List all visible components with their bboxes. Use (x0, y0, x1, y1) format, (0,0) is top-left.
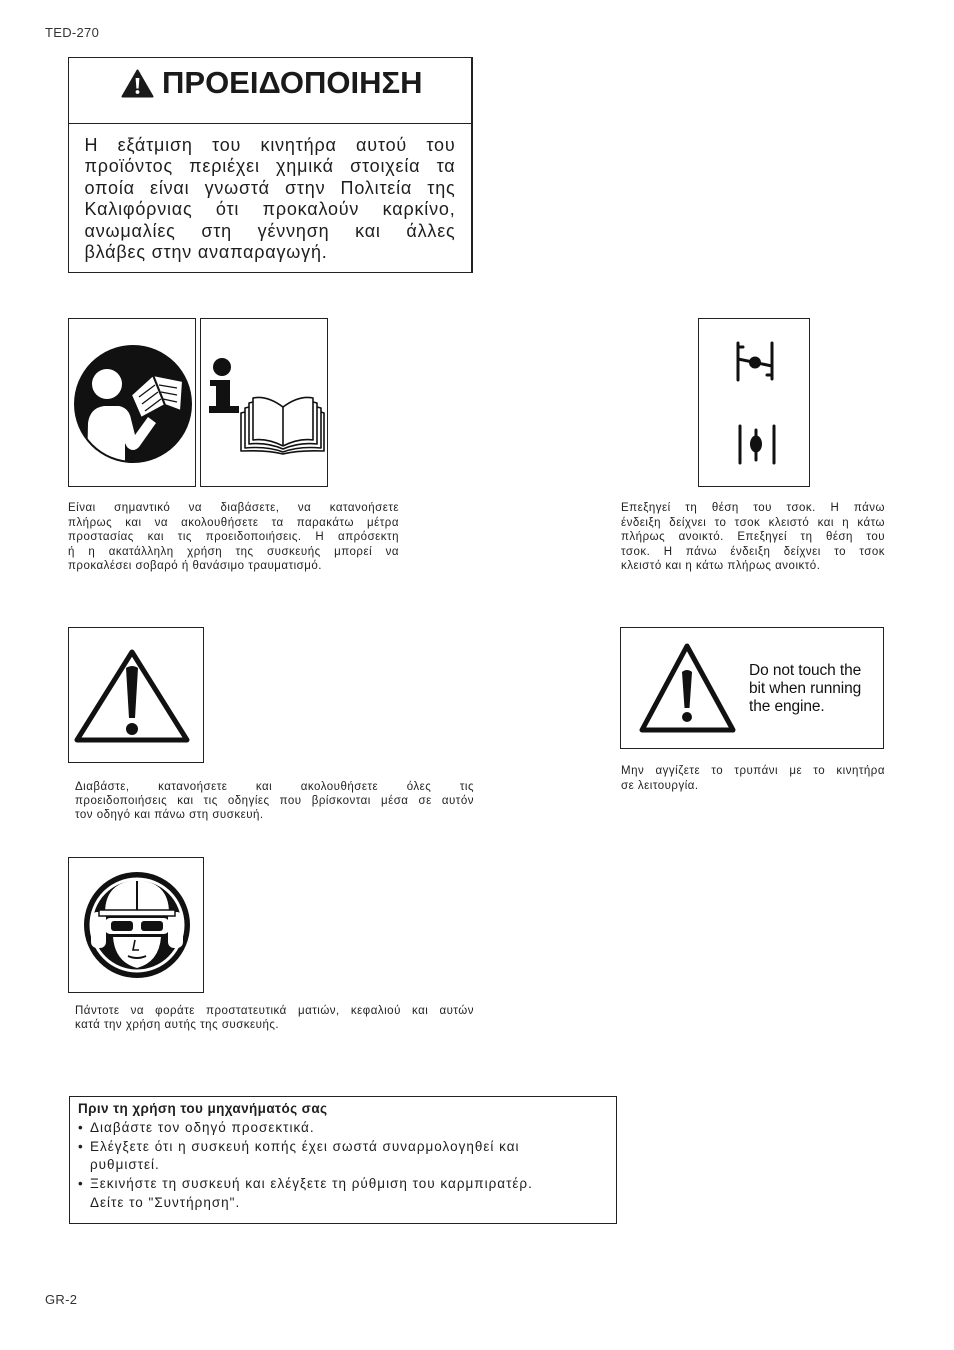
exclamation-bar (126, 666, 138, 718)
before-use-content (78, 1100, 608, 1213)
caption-line: Πάντοτε να φοράτε προστατευτικά ματιών, κεφαλιού και αυτών (75, 1005, 474, 1017)
checklist-item (78, 1175, 608, 1213)
choke-closed-indicator (738, 343, 772, 380)
checklist-item (78, 1138, 608, 1176)
exclamation-dot (126, 723, 138, 735)
warning-line: Η εξάτμιση του κινητήρα αυτού του (84, 134, 456, 155)
info-manual-symbol-box (200, 318, 328, 487)
choke-open-indicator (740, 426, 774, 463)
checklist-line: • Διαβάστε τον οδηγό προσεκτικά. (90, 1119, 315, 1135)
exclamation-bar (682, 670, 692, 708)
bit-warning-text (749, 662, 861, 716)
choke-symbol-box (698, 318, 810, 487)
choke-open-pivot (752, 437, 761, 451)
protective-gear-caption (75, 1004, 474, 1032)
caption-line: Μην αγγίζετε το τρυπάνι με το κινητήρα (621, 765, 885, 777)
label-line: bit when running (749, 680, 862, 697)
caption-line: προστασίας και τις προειδοποιήσεις. Η απρόσεκτη (68, 531, 399, 543)
caption-line: ένδειξη δείχνει το τσοκ κλειστό και η κάτω (621, 516, 885, 529)
bit-warning-caption (621, 764, 885, 793)
caption-line: πλήρως ανοικτό. Επεξηγεί τη θέση του (621, 531, 885, 543)
info-dot (213, 358, 231, 376)
caption-line: Επεξηγεί τη θέση του τσοκ. Η πάνω (621, 502, 885, 514)
warning-line: Καλιφόρνιας ότι προκαλούν καρκίνο, (84, 199, 456, 219)
before-use-box (69, 1096, 617, 1224)
choke-caption (621, 501, 885, 574)
reader-head (92, 369, 122, 399)
caution-caption (75, 780, 474, 822)
caption-line: προειδοποιήσεις και τις οδηγίες που βρίσκονται μέσα σε αυτόν (75, 795, 474, 807)
checklist-item (78, 1119, 608, 1138)
caption-line: τον οδηγό και πάνω στη συσκευή. (75, 809, 264, 821)
caption-line: σε λειτουργία. (621, 779, 699, 792)
warning-triangle-icon (121, 69, 154, 98)
read-manual-icon (69, 319, 196, 487)
warning-line: ανωμαλίες στη γέννηση και άλλες (84, 220, 456, 241)
caption-line: Διαβάστε, κατανοήσετε και ακολουθήσετε όλες τις (75, 781, 474, 793)
label-line: the engine. (749, 698, 825, 715)
read-manual-caption (68, 501, 399, 574)
caption-line: τσοκ. Η πάνω ένδειξη δείχνει το τσοκ (621, 545, 885, 558)
california-warning-box (68, 57, 473, 273)
caution-symbol-box (68, 627, 204, 763)
caption-line: κλειστό και η κάτω πλήρως ανοικτό. (621, 560, 821, 572)
checklist-line: ρυθμιστεί. (90, 1157, 160, 1173)
choke-closed-pivot (751, 358, 760, 367)
protective-gear-symbol-box (68, 857, 204, 993)
document-code: TED-270 (45, 25, 100, 40)
warning-line: βλάβες στην αναπαραγωγή. (84, 242, 328, 262)
left-ear-muff (91, 912, 106, 948)
checklist-line: Δείτε το "Συντήρηση". (90, 1194, 241, 1210)
goggle-left-lens (111, 921, 133, 931)
exclamation-dot (682, 712, 692, 722)
info-manual-icon (201, 319, 328, 487)
info-letter-i (209, 358, 239, 413)
label-line: Do not touch the (749, 662, 862, 679)
warning-line: οποία είναι γνωστά στην Πολιτεία της (84, 177, 456, 198)
caption-line: προκαλέσει σοβαρό ή θανάσιμο τραυματισμό. (68, 560, 322, 572)
right-ear-muff (168, 912, 183, 948)
caption-line: Είναι σημαντικό να διαβάσετε, να κατανοήσετε (68, 502, 399, 514)
warning-title: ΠΡΟΕΙΔΟΠΟΙΗΣΗ (162, 65, 423, 100)
warning-body (85, 135, 456, 264)
warning-header (69, 58, 471, 124)
helmet-brim (99, 910, 175, 916)
caption-line: πλήρως και να ακολουθήσετε τα παρακάτω μέτρα (68, 516, 399, 529)
caption-line: ή η ακατάλληλη χρήση της συσκευής μπορεί να (68, 545, 399, 558)
read-manual-symbol-box (68, 318, 196, 487)
manual-book (241, 397, 324, 454)
goggle-right-lens (141, 921, 163, 931)
book-right-page (283, 397, 313, 446)
exclamation-dot (136, 90, 140, 94)
choke-position-icon (699, 319, 810, 487)
caution-triangle-icon (69, 628, 204, 763)
before-use-title: Πριν τη χρήση του μηχανήματός σας (78, 1101, 328, 1116)
checklist-line: • Ελέγξετε ότι η συσκευή κοπής έχει σωστά συναρμολογηθεί και (90, 1138, 520, 1154)
info-top-serif (210, 380, 230, 386)
warning-line: προϊόντος περιέχει χημικά στοιχεία τα (84, 156, 456, 176)
checklist-line: • Ξεκινήστε τη συσκευή και ελέγξετε τη ρύθμιση του καρμπιρατέρ. (90, 1176, 533, 1192)
book-left-page (253, 397, 283, 446)
info-base-serif (209, 406, 239, 413)
caption-line: κατά την χρήση αυτής της συσκευής. (75, 1019, 280, 1031)
page-number: GR-2 (45, 1292, 78, 1307)
bit-warning-label (620, 627, 884, 749)
protective-gear-icon (69, 858, 204, 993)
